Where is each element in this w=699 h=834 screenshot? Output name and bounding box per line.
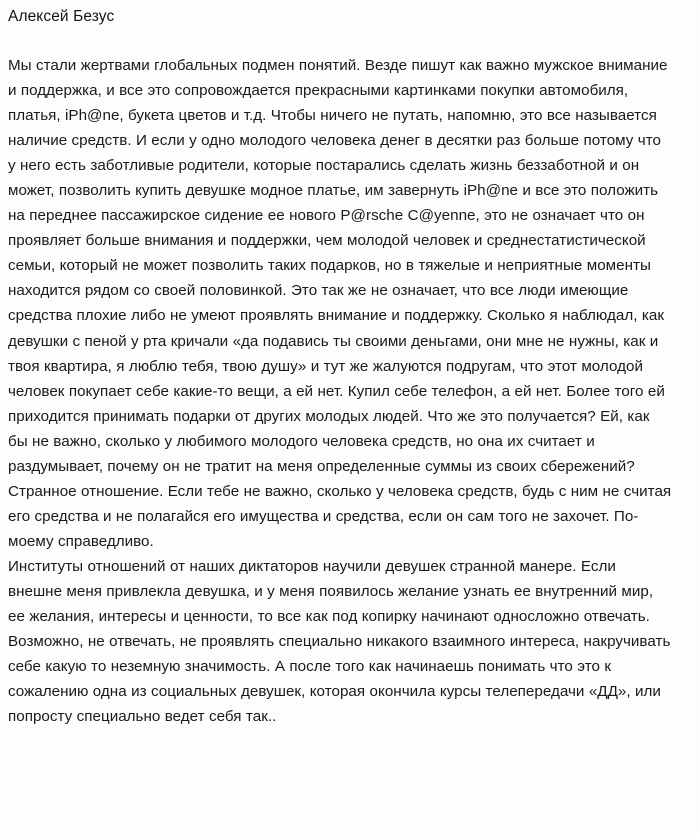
- paragraph-1: Мы стали жертвами глобальных подмен понятий. Везде пишут как важно мужское внимание и поддержка, и все это сопровождается прекрасными картинками покупки автомобиля, платья, iPh@ne, букета цветов и т.д. Чтобы ничего не путать, напомню, это все называется наличие средств. И если у одно молодого человека денег в десятки раз больше потому что у него есть заботливые родители, которые постарались сделать жизнь беззаботной и он может, позволить купить девушке модное платье, им завернуть iPh@ne и все это положить на переднее пассажирское сидение ее нового P@rsche C@yenne, это не означает что он проявляет больше внимания и поддержки, чем молодой человек и среднестатистической семьи, который не может позволить таких подарков, но в тяжелые и неприятные моменты находится рядом со своей половинкой. Это так же не означает, что все люди имеющие средства плохие либо не умеют проявлять внимание и поддержку. Сколько я наблюдал, как девушки с пеной у рта кричали «да подавись ты своими деньгами, они мне не нужны, как и твоя квартира, я люблю тебя, твою душу» и тут же жалуются подругам, что этот молодой человек покупает себе какие-то вещи, а ей нет. Купил себе телефон, а ей нет. Более того ей приходится принимать подарки от других молодых людей. Что же это получается? Ей, как бы не важно, сколько у любимого молодого человека средств, но она их считает и раздумывает, почему он не тратит на меня определенные суммы из своих сбережений? Странное отношение. Если тебе не важно, сколько у человека средств, будь с ним не считая его средства и не полагайся его имущества и средства, если он сам того не захочет. По-моему справедливо.: [8, 57, 672, 550]
- article-body: [8, 53, 673, 729]
- page-title: Алексей Безус: [8, 8, 115, 25]
- paragraph-2: Институты отношений от наших диктаторов научили девушек странной манере. Если внешне меня привлекла девушка, и у меня появилось желание узнать ее внутренний мир, ее желания, интересы и ценности, то все как под копирку начинают односложно отвечать. Возможно, не отвечать, не проявлять специально никакого взаимного интереса, накручивать себе какую то неземную значимость. А после того как начинаешь понимать что это к сожалению одна из социальных девушек, которая окончила курсы телепередачи «ДД», или попросту специально ведет себя так..: [8, 557, 671, 726]
